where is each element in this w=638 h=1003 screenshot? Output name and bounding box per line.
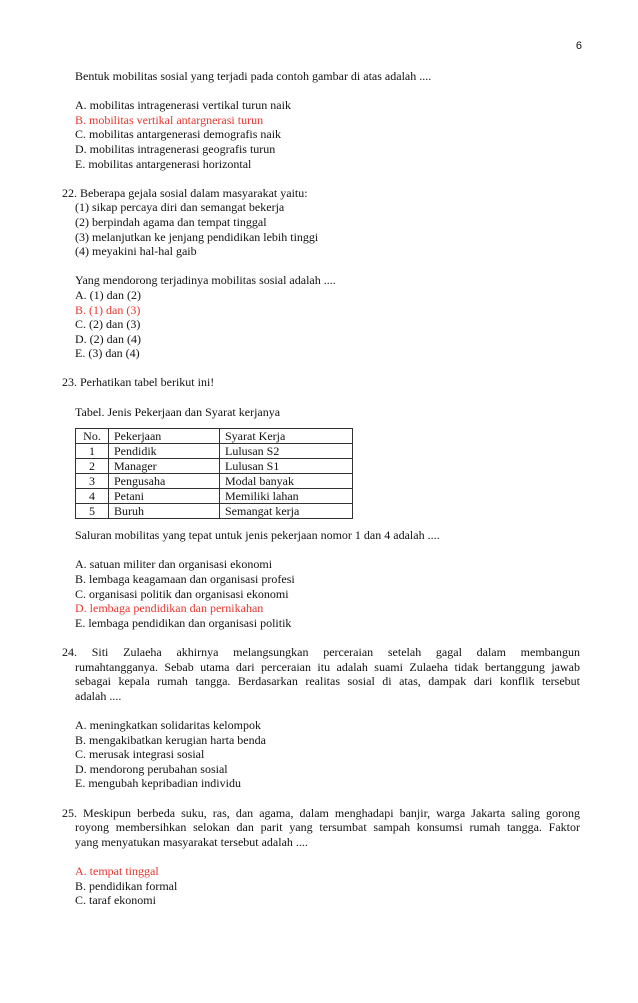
option-d: D. mobilitas intragenerasi geografis turun (75, 141, 276, 156)
option-b-answer: B. mobilitas vertikal antargnerasi turun (75, 112, 264, 127)
question-prompt: Saluran mobilitas yang tepat untuk jenis pekerjaan nomor 1 dan 4 adalah .... (75, 528, 440, 543)
page-content (62, 69, 580, 908)
option-a-answer: A. tempat tinggal (75, 863, 159, 878)
option-d-answer: D. lembaga pendidikan dan pernikahan (75, 601, 264, 616)
question-21 (62, 69, 580, 171)
list-item: (2) berpindah agama dan tempat tinggal (75, 214, 267, 229)
option-e: E. mengubah kepribadian individu (75, 776, 241, 791)
table-header-cell: Syarat Kerja (220, 429, 353, 444)
option-c: C. (2) dan (3) (75, 317, 141, 332)
option-b: B. mengakibatkan kerugian harta benda (75, 732, 266, 747)
table-cell: Lulusan S2 (220, 444, 353, 459)
table-caption: Tabel. Jenis Pekerjaan dan Syarat kerjanya (75, 404, 281, 419)
list-item: (1) sikap percaya diri dan semangat bekerja (75, 200, 285, 215)
question-prompt: Bentuk mobilitas sosial yang terjadi pada contoh gambar di atas adalah .... (75, 69, 432, 83)
option-e: E. mobilitas antargenerasi horizontal (75, 156, 252, 171)
option-c: C. taraf ekonomi (75, 893, 156, 908)
option-c: C. merusak integrasi sosial (75, 747, 205, 762)
option-e: E. lembaga pendidikan dan organisasi politik (75, 615, 292, 630)
question-stem-line: sebagai kepala rumah tangga. Berdasarkan realitas sosial di atas, dampak dari konflik tersebut (75, 674, 580, 689)
table-cell: Modal banyak (220, 474, 353, 489)
option-e: E. (3) dan (4) (75, 346, 140, 361)
option-b: B. lembaga keagamaan dan organisasi profesi (75, 572, 295, 587)
table-row (76, 444, 353, 459)
table-cell: 4 (76, 489, 109, 504)
option-b: B. pendidikan formal (75, 878, 178, 893)
table-cell: Manager (109, 459, 220, 474)
option-c: C. organisasi politik dan organisasi ekonomi (75, 586, 289, 601)
table-row (76, 459, 353, 474)
question-stem-line: rumahtangganya. Sebab utama dari perceraian itu adalah suami Zulaeha tidak bertanggung jawab (75, 659, 580, 674)
table-header-row (76, 429, 353, 444)
table-cell: Pengusaha (109, 474, 220, 489)
table-row (76, 489, 353, 504)
table-header-cell: Pekerjaan (109, 429, 220, 444)
table-cell: Semangat kerja (220, 504, 353, 519)
table-cell: Lulusan S1 (220, 459, 353, 474)
table-cell: Memiliki lahan (220, 489, 353, 504)
option-b-answer: B. (1) dan (3) (75, 302, 141, 317)
option-c: C. mobilitas antargenerasi demografis naik (75, 127, 282, 142)
question-stem: 22. Beberapa gejala sosial dalam masyarakat yaitu: (62, 185, 308, 200)
table-cell: Buruh (109, 504, 220, 519)
table-cell: 1 (76, 444, 109, 459)
question-stem-line: 25. Meskipun berbeda suku, ras, dan agama, dalam menghadapi banjir, warga Jakarta saling gorong (62, 805, 580, 820)
question-stem: 23. Perhatikan tabel berikut ini! (62, 375, 215, 390)
option-a: A. satuan militer dan organisasi ekonomi (75, 557, 273, 572)
option-d: D. (2) dan (4) (75, 331, 141, 346)
table-header-cell: No. (76, 429, 109, 444)
question-25 (62, 806, 580, 908)
question-22 (62, 186, 580, 361)
option-a: A. mobilitas intragenerasi vertikal turun naik (75, 98, 291, 113)
table-cell: 2 (76, 459, 109, 474)
question-24 (62, 645, 580, 791)
table-row (76, 474, 353, 489)
list-item: (3) melanjutkan ke jenjang pendidikan lebih tinggi (75, 229, 319, 244)
option-a: A. meningkatkan solidaritas kelompok (75, 717, 261, 732)
job-requirements-table (75, 428, 353, 519)
question-stem-line: adalah .... (75, 688, 122, 703)
question-prompt: Yang mendorong terjadinya mobilitas sosial adalah .... (75, 273, 336, 288)
question-stem-line: royong membersihkan selokan dan parit yang tersumbat sampah konsumsi rumah tangga. Faktor (75, 820, 580, 835)
question-stem-line: yang menyatukan masyarakat tersebut adalah .... (75, 834, 308, 849)
page-number: 6 (575, 40, 582, 52)
option-d: D. mendorong perubahan sosial (75, 761, 228, 776)
question-stem-line: 24. Siti Zulaeha akhirnya melangsungkan perceraian setelah gagal dalam membangun (62, 645, 580, 659)
question-23 (62, 375, 580, 630)
table-cell: Petani (109, 489, 220, 504)
table-cell: 5 (76, 504, 109, 519)
list-item: (4) meyakini hal-hal gaib (75, 244, 197, 259)
table-cell: Pendidik (109, 444, 220, 459)
option-a: A. (1) dan (2) (75, 287, 141, 302)
table-cell: 3 (76, 474, 109, 489)
table-row (76, 504, 353, 519)
